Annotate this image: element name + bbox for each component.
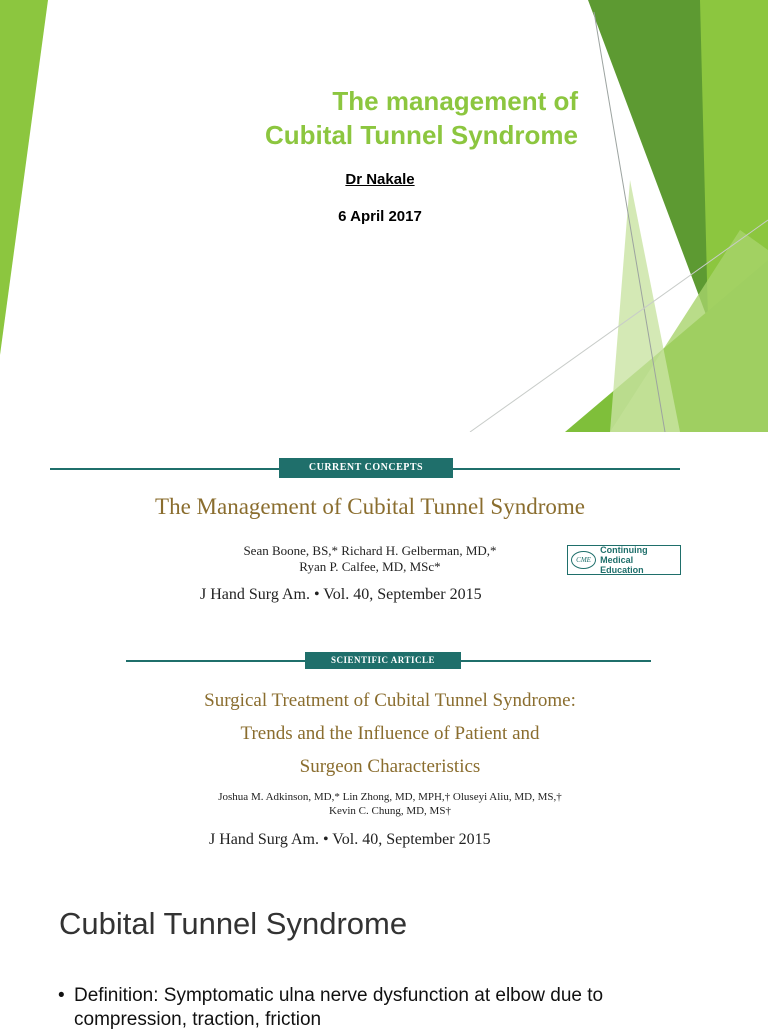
article1-journal: J Hand Surg Am. • Vol. 40, September 2015 xyxy=(200,586,482,603)
cme-label-line1: Continuing Medical xyxy=(600,545,648,565)
article1-authors xyxy=(190,543,550,575)
title-slide xyxy=(0,0,768,432)
presentation-date: 6 April 2017 xyxy=(338,208,422,225)
article2-authors xyxy=(160,790,620,818)
bullet-icon: • xyxy=(58,985,65,1006)
bullet-text-line1: Definition: Symptomatic ulna nerve dysfunction at elbow due to xyxy=(74,985,604,1006)
article2-title-line1: Surgical Treatment of Cubital Tunnel Syndrome: xyxy=(204,690,576,711)
article2-title xyxy=(120,684,660,783)
article1-authors-line1: Sean Boone, BS,* Richard H. Gelberman, MD,* xyxy=(243,543,497,558)
cme-label xyxy=(600,545,680,575)
cme-label-line2: Education xyxy=(600,565,644,575)
article2-authors-line1: Joshua M. Adkinson, MD,* Lin Zhong, MD, MPH,† Oluseyi Aliu, MD, MS,† xyxy=(218,791,562,803)
slide-heading: Cubital Tunnel Syndrome xyxy=(59,906,408,941)
slide-title xyxy=(265,84,578,152)
article2-authors-line2: Kevin C. Chung, MD, MS† xyxy=(329,805,451,817)
article1-title: The Management of Cubital Tunnel Syndrome xyxy=(155,494,585,519)
article2-banner: SCIENTIFIC ARTICLE xyxy=(305,652,461,669)
article2-title-line3: Surgeon Characteristics xyxy=(299,756,481,777)
cme-logo-icon: CME xyxy=(571,551,596,569)
article2-journal: J Hand Surg Am. • Vol. 40, September 2015 xyxy=(209,831,491,848)
presenter-name: Dr Nakale xyxy=(345,171,415,188)
slide-title-line1: The management of xyxy=(332,86,578,116)
slide-title-line2: Cubital Tunnel Syndrome xyxy=(265,120,578,150)
article1-banner: CURRENT CONCEPTS xyxy=(279,458,453,478)
bullet-text-line2: compression, traction, friction xyxy=(74,1009,322,1030)
cme-badge xyxy=(567,545,681,575)
article1-authors-line2: Ryan P. Calfee, MD, MSc* xyxy=(299,559,441,574)
article2-title-line2: Trends and the Influence of Patient and xyxy=(240,723,540,744)
